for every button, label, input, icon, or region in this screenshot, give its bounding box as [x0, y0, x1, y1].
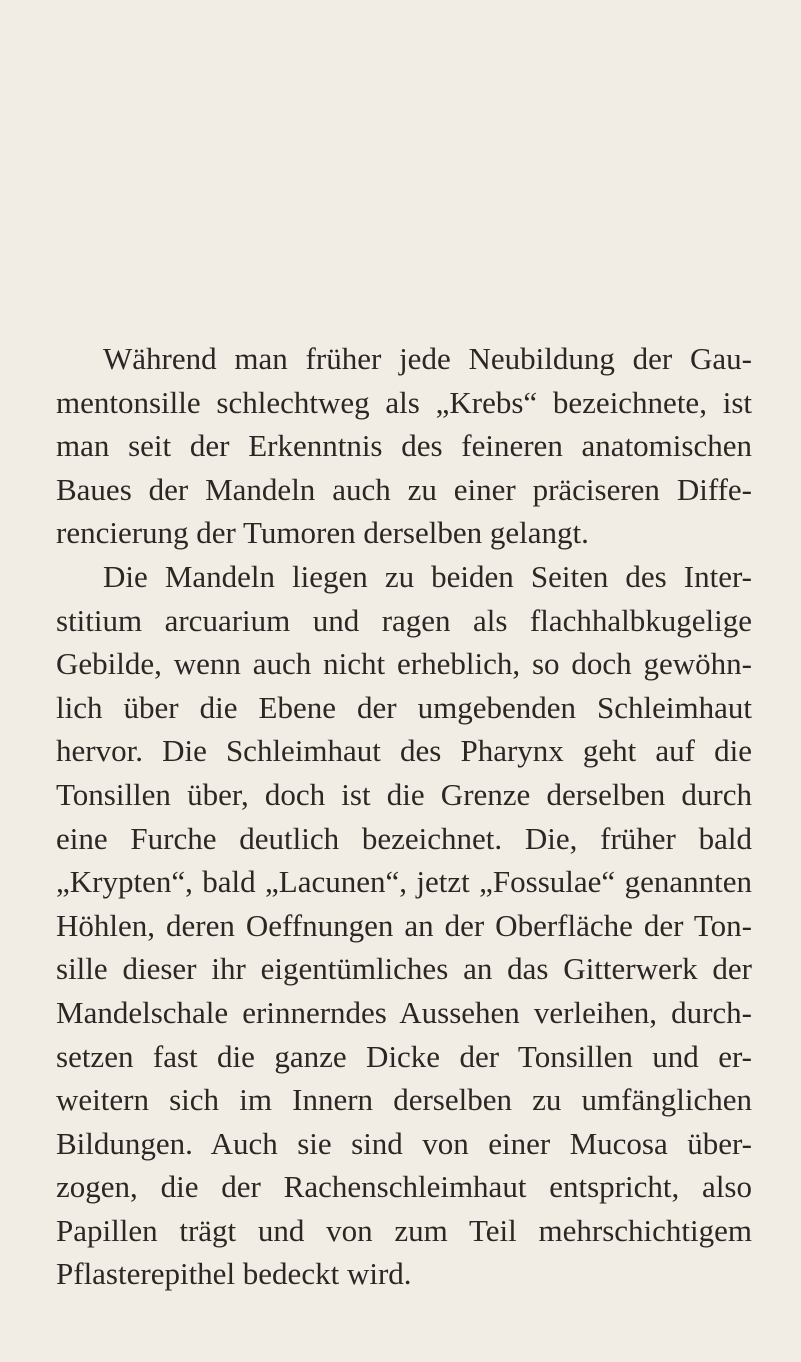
text-line: rencierung der Tumoren derselben gelangt.: [56, 515, 589, 551]
text-line: stitium arcuarium und ragen als flachhalbkugelige: [56, 602, 752, 638]
text-line: Bildungen. Auch sie sind von einer Mucosa über-: [56, 1125, 752, 1161]
text-line: mentonsille schlechtweg als „Krebs“ bezeichnete, ist: [56, 384, 752, 420]
body-text: [56, 337, 752, 1296]
text-line: Gebilde, wenn auch nicht erheblich, so doch gewöhn-: [56, 646, 752, 682]
text-line: weitern sich im Innern derselben zu umfänglichen: [56, 1082, 752, 1118]
text-line: man seit der Erkenntnis des feineren anatomischen: [56, 428, 752, 464]
text-line: Die Mandeln liegen zu beiden Seiten des Inter-: [103, 558, 752, 594]
text-line: eine Furche deutlich bezeichnet. Die, früher bald: [56, 820, 752, 856]
text-line: sille dieser ihr eigentümliches an das Gitterwerk der: [56, 951, 752, 987]
text-line: Höhlen, deren Oeffnungen an der Oberfläche der Ton-: [56, 907, 752, 943]
text-line: Während man früher jede Neubildung der Gau-: [103, 341, 752, 376]
text-line: Pflasterepithel bedeckt wird.: [56, 1256, 412, 1292]
text-line: „Krypten“, bald „Lacunen“, jetzt „Fossulae“ genannten: [56, 864, 752, 900]
text-line: hervor. Die Schleimhaut des Pharynx geht auf die: [56, 733, 752, 769]
text-line: Mandelschale erinnerndes Aussehen verleihen, durch-: [56, 994, 752, 1030]
text-line: Papillen trägt und von zum Teil mehrschichtigem: [56, 1212, 752, 1248]
text-line: zogen, die der Rachenschleimhaut entspricht, also: [56, 1169, 752, 1205]
text-line: Tonsillen über, doch ist die Grenze derselben durch: [56, 776, 752, 812]
text-line: lich über die Ebene der umgebenden Schleimhaut: [56, 689, 752, 725]
text-line: Baues der Mandeln auch zu einer präciseren Diffe-: [56, 471, 752, 507]
text-line: setzen fast die ganze Dicke der Tonsillen und er-: [56, 1038, 752, 1074]
